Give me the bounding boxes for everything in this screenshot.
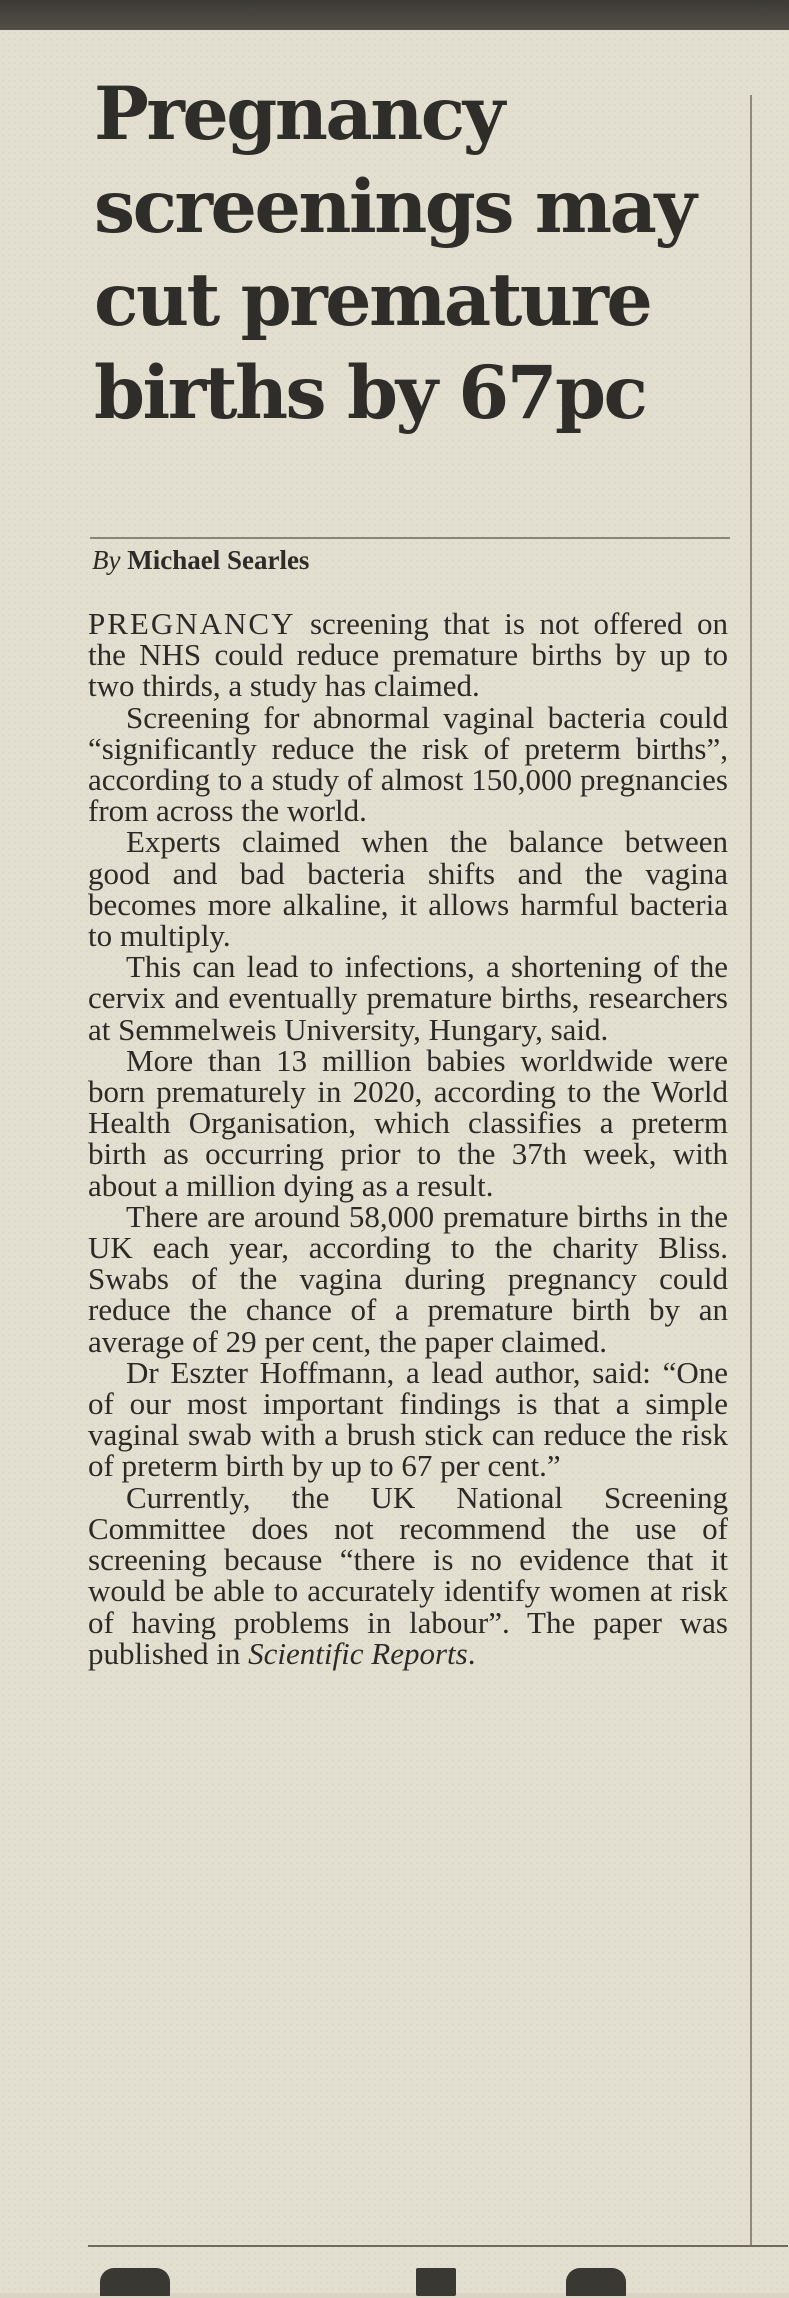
byline-author: Michael Searles (127, 545, 310, 575)
final-paragraph (88, 1479, 728, 1671)
lead-text: screening that is not offered on the NHS could reduce premature births by up to two thirds, a study has claimed. (88, 606, 728, 704)
headline-rule (90, 537, 730, 539)
final-period: . (467, 1635, 476, 1671)
byline (92, 545, 309, 576)
byline-prefix: By (92, 545, 121, 575)
paragraph: This can lead to infections, a shortening of the cervix and eventually premature births, researchers at Semmelweis University, Hungary, said. (88, 949, 728, 1047)
journal-name: Scientific Reports (248, 1635, 468, 1671)
bottom-rule (88, 2245, 788, 2247)
lead-caps: PREGNANCY (88, 606, 296, 641)
article-headline: Pregnancy screenings may cut premature births by 67pc (94, 71, 695, 436)
lead-paragraph (88, 608, 728, 702)
final-text: Currently, the UK National Screening Committee does not recommend the use of screening because “there is no evidence that it would be able to accurately identify women at risk of having problems in labour”. The paper was published in (88, 1479, 728, 1671)
paragraph: More than 13 million babies worldwide were born prematurely in 2020, according to the World Health Organisation, which classifies a preterm birth as occurring prior to the 37th week, with about a million dying as a result. (88, 1042, 728, 1203)
next-article-fragment (96, 2268, 756, 2298)
paragraph: Experts claimed when the balance between good and bad bacteria shifts and the vagina becomes more alkaline, it allows harmful bacteria to multiply. (88, 824, 728, 954)
paragraph: Screening for abnormal vaginal bacteria could “significantly reduce the risk of preterm births”, according to a study of almost 150,000 pregnancies from across the world. (88, 699, 728, 829)
paragraph: There are around 58,000 premature births in the UK each year, according to the charity Bliss. Swabs of the vagina during pregnancy could reduce the chance of a premature birth by an average of 29 per cent, the paper claimed. (88, 1198, 728, 1359)
paragraph: Dr Eszter Hoffmann, a lead author, said: “One of our most important findings is that a simple vaginal swab with a brush stick can reduce the risk of preterm birth by up to 67 per cent.” (88, 1354, 728, 1484)
article-body (88, 608, 728, 1669)
